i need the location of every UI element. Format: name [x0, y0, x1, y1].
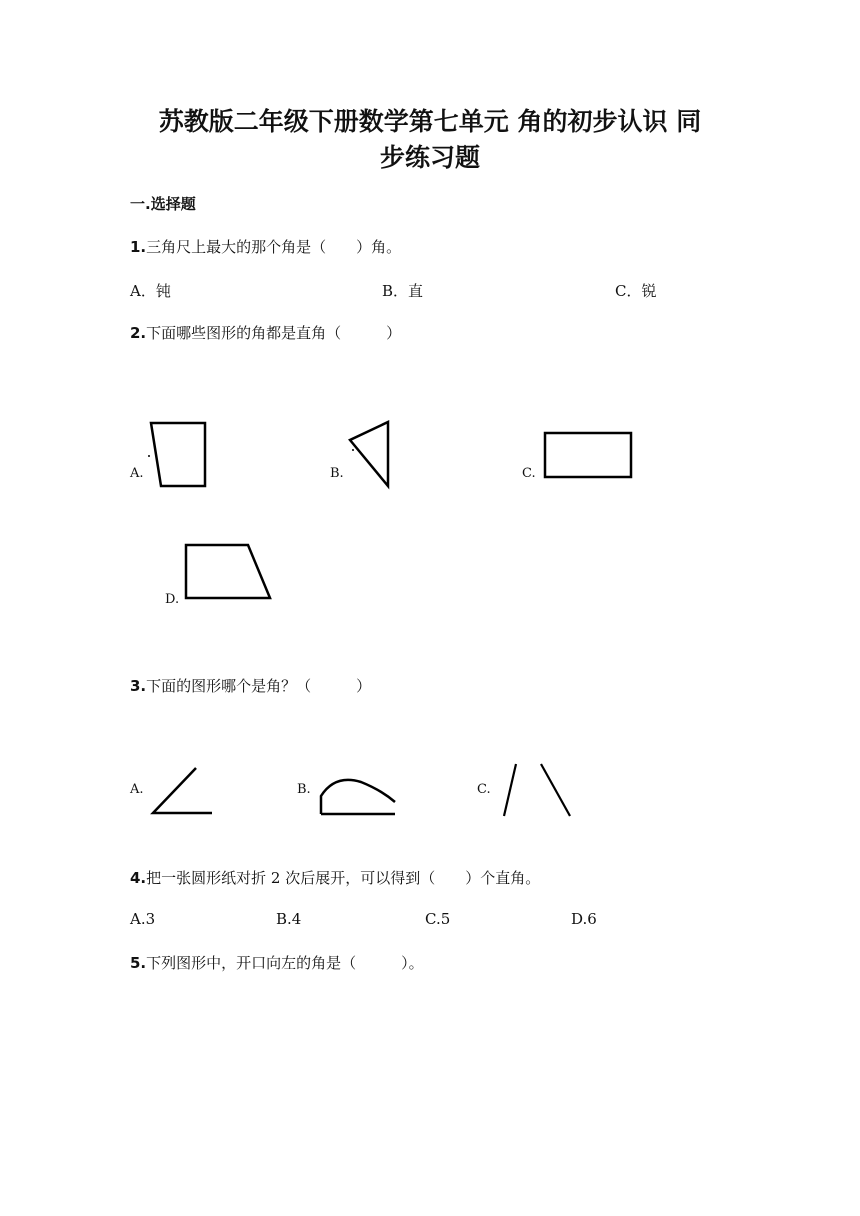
- option-b-label[interactable]: B.: [297, 782, 311, 797]
- question-text: 下面哪些图形的角都是直角（ ）: [146, 324, 402, 342]
- curved-figure-b[interactable]: [315, 772, 399, 820]
- page-title: [120, 104, 740, 176]
- question-text: 把一张圆形纸对折 2 次后展开，可以得到（ ）个直角。: [146, 869, 541, 887]
- angle-figure-a[interactable]: [148, 764, 218, 820]
- option-a[interactable]: A．钝: [130, 282, 171, 300]
- question-number: 2.: [130, 324, 147, 342]
- question-number: 1.: [130, 238, 147, 256]
- question-5: [130, 952, 424, 973]
- question-3: [130, 675, 371, 696]
- triangle-figure-b[interactable]: [345, 418, 395, 490]
- question-text: 下面的图形哪个是角？（ ）: [146, 677, 372, 695]
- option-c[interactable]: C．锐: [615, 282, 657, 300]
- question-2: [130, 322, 401, 343]
- option-b-label[interactable]: B.: [330, 466, 344, 481]
- option-d[interactable]: D.6: [571, 910, 597, 928]
- option-c-label[interactable]: C.: [522, 466, 536, 481]
- question-4: [130, 867, 540, 888]
- trapezoid-figure-d[interactable]: [180, 540, 276, 604]
- section-heading: 一.选择题: [130, 195, 196, 213]
- option-a-label[interactable]: A.: [130, 782, 144, 797]
- option-a-label[interactable]: A.: [130, 466, 144, 481]
- option-d-label[interactable]: D.: [165, 592, 180, 607]
- trapezoid-figure-a[interactable]: [145, 418, 215, 490]
- option-c-label[interactable]: C.: [477, 782, 491, 797]
- question-1: [130, 236, 401, 257]
- title-line-2: 步练习题: [379, 143, 480, 172]
- title-line-1: 苏教版二年级下册数学第七单元 角的初步认识 同: [158, 107, 702, 136]
- question-number: 4.: [130, 869, 147, 887]
- question-text: 三角尺上最大的那个角是（ ）角。: [146, 238, 402, 256]
- option-c[interactable]: C.5: [425, 910, 451, 928]
- option-b[interactable]: B．直: [382, 282, 424, 300]
- separate-lines-figure-c[interactable]: [496, 758, 576, 822]
- option-b[interactable]: B.4: [276, 910, 302, 928]
- question-number: 5.: [130, 954, 147, 972]
- rectangle-figure-c[interactable]: [540, 428, 636, 482]
- option-a[interactable]: A.3: [130, 910, 156, 928]
- question-text: 下列图形中，开口向左的角是（ ）。: [146, 954, 424, 972]
- question-number: 3.: [130, 677, 147, 695]
